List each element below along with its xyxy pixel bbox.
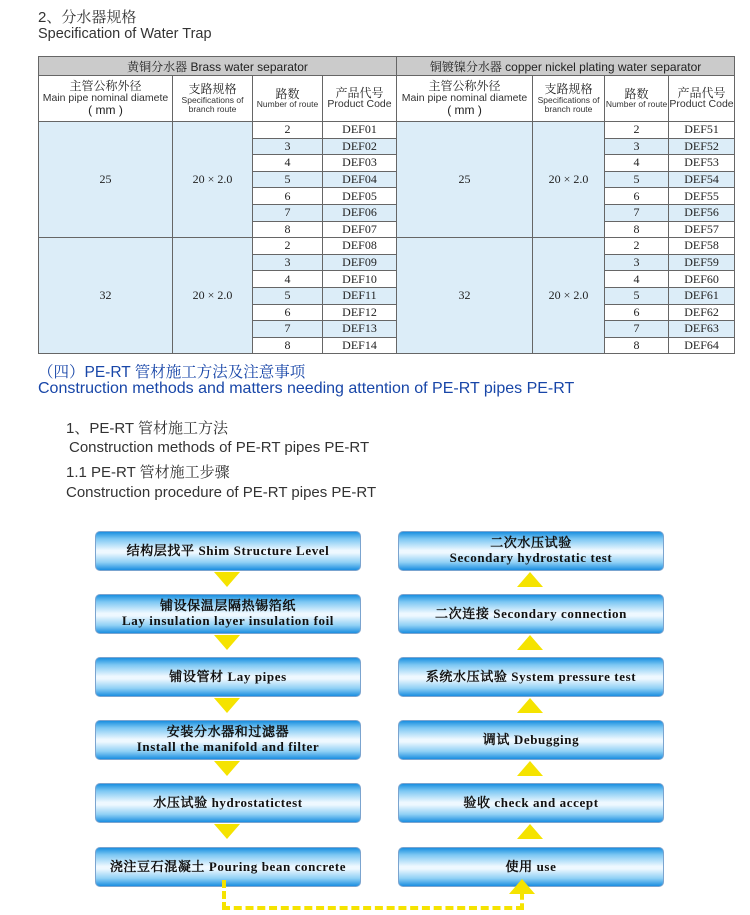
- right-step-box: [398, 531, 664, 571]
- product-code-cell: DEF64: [669, 337, 735, 354]
- route-count-cell: 5: [253, 287, 323, 304]
- main-pipe-cell: 32: [397, 238, 533, 354]
- product-code-cell: DEF58: [669, 238, 735, 255]
- route-count-cell: 3: [253, 138, 323, 155]
- col-main-pipe: 主管公称外径 Main pipe nominal diamete ( mm ): [39, 76, 173, 122]
- step-label-en: Install the manifold and filter: [136, 739, 320, 754]
- main-pipe-cell: 25: [397, 122, 533, 238]
- route-count-cell: 6: [253, 304, 323, 321]
- col-branch: 支路规格 Specifications of branch route: [173, 76, 253, 122]
- arrow-down-icon: [214, 761, 240, 776]
- method-title-en: Construction methods of PE-RT pipes PE-RT: [69, 439, 370, 456]
- product-code-cell: DEF05: [323, 188, 397, 205]
- col-code: 产品代号 Product Code: [323, 76, 397, 122]
- route-count-cell: 5: [253, 171, 323, 188]
- step-label: 安装分水器和过滤器: [166, 724, 290, 740]
- product-code-cell: DEF61: [669, 287, 735, 304]
- product-code-cell: DEF04: [323, 171, 397, 188]
- right-step-box: [398, 720, 664, 760]
- product-code-cell: DEF54: [669, 171, 735, 188]
- product-code-cell: DEF06: [323, 204, 397, 221]
- arrow-up-icon: [517, 824, 543, 839]
- arrow-down-icon: [214, 698, 240, 713]
- arrow-down-icon: [214, 824, 240, 839]
- spec-title-cn: 2、分水器规格: [38, 9, 137, 26]
- step-label: 铺设管材 Lay pipes: [169, 668, 287, 684]
- table-body: [39, 122, 735, 354]
- right-step-box: [398, 657, 664, 697]
- group-header-brass: 黄铜分水器 Brass water separator: [39, 57, 397, 76]
- group-header-nickel: 铜镀镍分水器 copper nickel plating water separator: [397, 57, 735, 76]
- section-title-en: Construction methods and matters needing attention of PE-RT pipes PE-RT: [38, 380, 575, 397]
- route-count-cell: 5: [605, 171, 669, 188]
- procedure-title-en: Construction procedure of PE-RT pipes PE-RT: [66, 484, 377, 501]
- product-code-cell: DEF07: [323, 221, 397, 238]
- route-count-cell: 8: [253, 221, 323, 238]
- product-code-cell: DEF02: [323, 138, 397, 155]
- connector-right: [520, 893, 524, 910]
- step-label: 二次水压试验: [490, 535, 572, 551]
- route-count-cell: 3: [605, 254, 669, 271]
- step-label: 浇注豆石混凝土 Pouring bean concrete: [109, 858, 347, 874]
- route-count-cell: 8: [605, 337, 669, 354]
- route-count-cell: 3: [605, 138, 669, 155]
- route-count-cell: 7: [253, 204, 323, 221]
- col-routes-2: 路数 Number of route: [605, 76, 669, 122]
- product-code-cell: DEF56: [669, 204, 735, 221]
- spec-title-en: Specification of Water Trap: [38, 26, 212, 42]
- route-count-cell: 3: [253, 254, 323, 271]
- route-count-cell: 6: [253, 188, 323, 205]
- main-pipe-cell: 32: [39, 238, 173, 354]
- arrow-down-icon: [214, 572, 240, 587]
- method-title-cn: 1、PE-RT 管材施工方法: [66, 420, 228, 437]
- arrow-up-icon: [517, 698, 543, 713]
- step-label-en: Lay insulation layer insulation foil: [121, 613, 335, 628]
- route-count-cell: 2: [605, 122, 669, 139]
- step-label: 结构层找平 Shim Structure Level: [126, 542, 330, 558]
- branch-cell: 20 × 2.0: [533, 238, 605, 354]
- left-step-box: [95, 720, 361, 760]
- route-count-cell: 4: [605, 155, 669, 172]
- product-code-cell: DEF01: [323, 122, 397, 139]
- product-code-cell: DEF11: [323, 287, 397, 304]
- connector-bottom: [222, 906, 524, 910]
- left-step-box: [95, 657, 361, 697]
- step-label: 水压试验 hydrostatictest: [153, 794, 303, 810]
- route-count-cell: 2: [605, 238, 669, 255]
- connector-arrow-up-icon: [509, 879, 535, 894]
- arrow-up-icon: [517, 635, 543, 650]
- step-label: 铺设保温层隔热锡箔纸: [159, 598, 296, 614]
- product-code-cell: DEF55: [669, 188, 735, 205]
- col-routes: 路数 Number of route: [253, 76, 323, 122]
- route-count-cell: 4: [605, 271, 669, 288]
- route-count-cell: 6: [605, 304, 669, 321]
- product-code-cell: DEF60: [669, 271, 735, 288]
- route-count-cell: 2: [253, 238, 323, 255]
- product-code-cell: DEF62: [669, 304, 735, 321]
- route-count-cell: 8: [253, 337, 323, 354]
- spec-table: [38, 56, 735, 354]
- step-label: 使用 use: [505, 858, 557, 874]
- branch-cell: 20 × 2.0: [533, 122, 605, 238]
- route-count-cell: 5: [605, 287, 669, 304]
- route-count-cell: 7: [605, 204, 669, 221]
- product-code-cell: DEF51: [669, 122, 735, 139]
- product-code-cell: DEF59: [669, 254, 735, 271]
- product-code-cell: DEF12: [323, 304, 397, 321]
- right-step-box: [398, 783, 664, 823]
- right-step-box: [398, 594, 664, 634]
- product-code-cell: DEF08: [323, 238, 397, 255]
- section-title-cn: （四）PE-RT 管材施工方法及注意事项: [38, 364, 306, 381]
- branch-cell: 20 × 2.0: [173, 122, 253, 238]
- branch-cell: 20 × 2.0: [173, 238, 253, 354]
- route-count-cell: 7: [253, 321, 323, 338]
- left-step-box: [95, 594, 361, 634]
- left-step-box: [95, 783, 361, 823]
- route-count-cell: 4: [253, 155, 323, 172]
- left-step-box: [95, 531, 361, 571]
- arrow-up-icon: [517, 572, 543, 587]
- route-count-cell: 7: [605, 321, 669, 338]
- product-code-cell: DEF63: [669, 321, 735, 338]
- product-code-cell: DEF13: [323, 321, 397, 338]
- step-label: 验收 check and accept: [463, 794, 599, 810]
- arrow-down-icon: [214, 635, 240, 650]
- left-step-box: [95, 847, 361, 887]
- step-label: 调试 Debugging: [482, 731, 580, 747]
- step-label: 系统水压试验 System pressure test: [425, 668, 637, 684]
- table-row: [39, 122, 735, 139]
- product-code-cell: DEF52: [669, 138, 735, 155]
- product-code-cell: DEF53: [669, 155, 735, 172]
- col-branch-2: 支路规格 Specifications of branch route: [533, 76, 605, 122]
- step-label: 二次连接 Secondary connection: [435, 605, 627, 621]
- route-count-cell: 8: [605, 221, 669, 238]
- product-code-cell: DEF03: [323, 155, 397, 172]
- main-pipe-cell: 25: [39, 122, 173, 238]
- step-label-en: Secondary hydrostatic test: [449, 550, 613, 565]
- product-code-cell: DEF10: [323, 271, 397, 288]
- arrow-up-icon: [517, 761, 543, 776]
- col-main-pipe-2: 主管公称外径 Main pipe nominal diamete ( mm ): [397, 76, 533, 122]
- col-code-2: 产品代号 Product Code: [669, 76, 735, 122]
- product-code-cell: DEF09: [323, 254, 397, 271]
- product-code-cell: DEF14: [323, 337, 397, 354]
- route-count-cell: 6: [605, 188, 669, 205]
- route-count-cell: 4: [253, 271, 323, 288]
- route-count-cell: 2: [253, 122, 323, 139]
- procedure-title-cn: 1.1 PE-RT 管材施工步骤: [66, 464, 230, 481]
- product-code-cell: DEF57: [669, 221, 735, 238]
- table-row: [39, 238, 735, 255]
